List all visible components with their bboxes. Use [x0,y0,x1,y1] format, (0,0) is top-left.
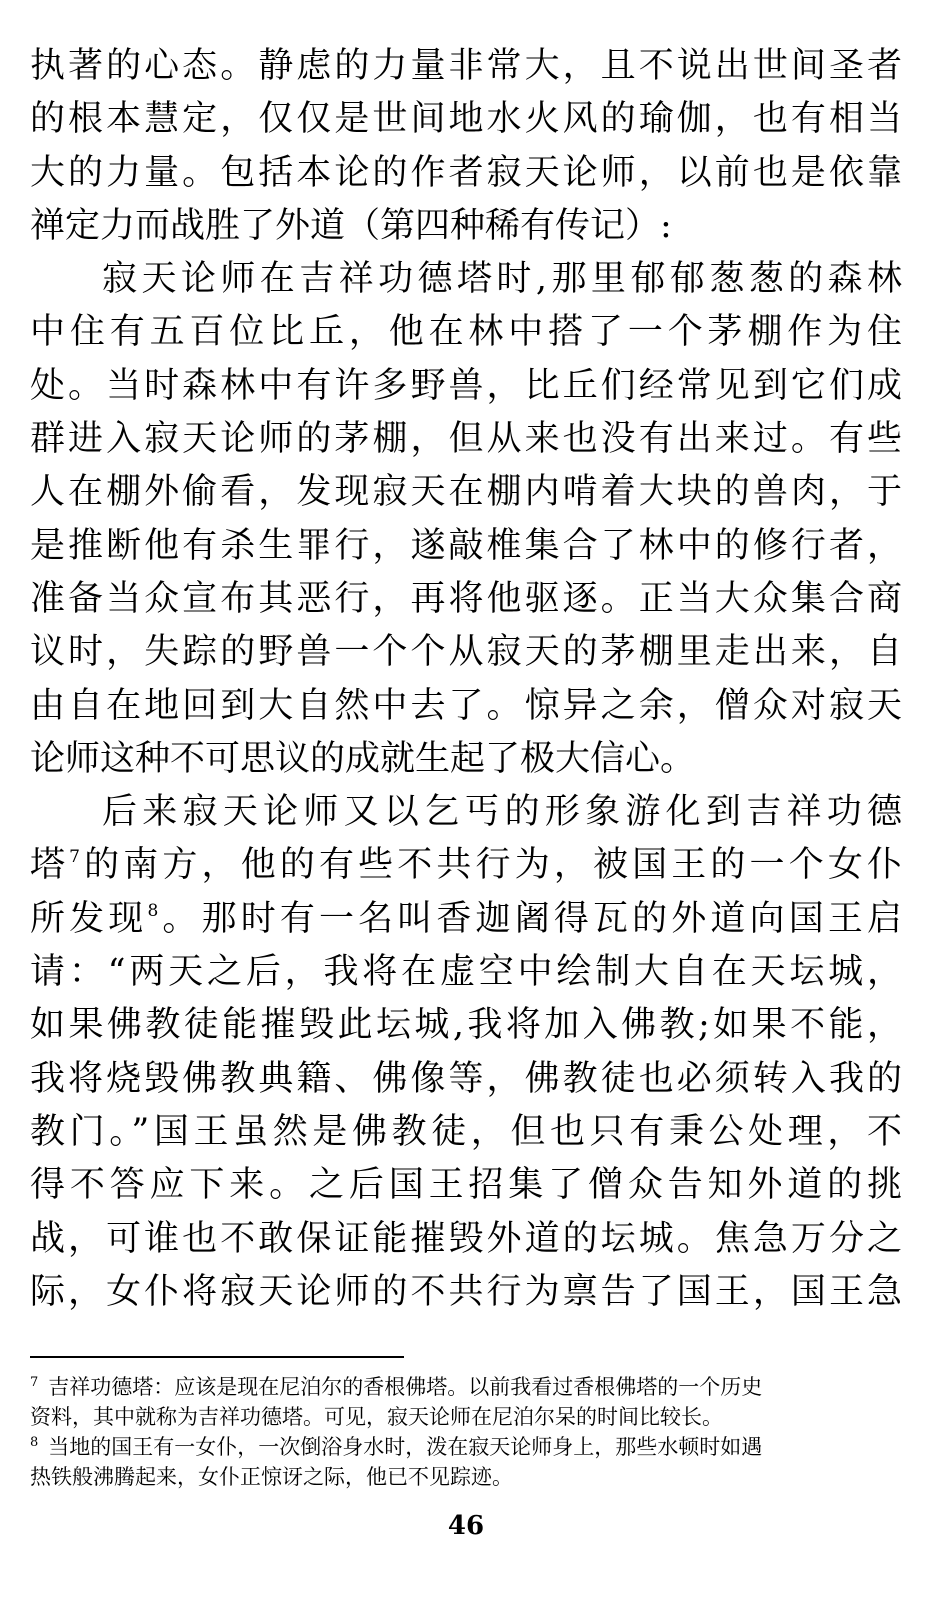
text-line: 战，可谁也不敢保证能摧毁外道的坛城。焦急万分之 [30,1218,902,1259]
text-line: 群进入寂天论师的茅棚，但从来也没有出来过。有些 [30,419,902,460]
text-line: 由自在地回到大自然中去了。惊异之余，僧众对寂天 [30,685,902,726]
footnote-8-continued: 热铁般沸腾起来，女仆正惊讶之际，他已不见踪迹。 [30,1465,513,1489]
text-line: 禅定力而战胜了外道（第四种稀有传记）: [30,205,672,246]
footnote-7-continued: 资料，其中就称为吉祥功德塔。可见，寂天论师在尼泊尔呆的时间比较长。 [30,1405,723,1429]
text-line [30,893,902,946]
footnote-divider [30,1356,404,1358]
footnote-number: 8 [30,1435,39,1450]
text-line: 是推断他有杀生罪行，遂敲椎集合了林中的修行者， [30,525,902,566]
text-line: 议时，失踪的野兽一个个从寂天的茅棚里走出来，自 [30,632,902,673]
footnote-text: 当地的国王有一女仆，一次倒浴身水时，泼在寂天论师身上，那些水顿时如遇 [48,1435,763,1459]
paragraph-start-line: 后来寂天论师又以乞丐的形象游化到吉祥功德 [102,792,902,833]
text-line: 处。当时森林中有许多野兽，比丘们经常见到它们成 [30,365,902,406]
text-segment: 的南方，他的有些不共行为，被国王的一个女仆 [79,845,902,886]
text-line: 教门。”国王虽然是佛教徒，但也只有秉公处理，不 [30,1111,902,1152]
text-line: 得不答应下来。之后国王招集了僧众告知外道的挑 [30,1165,902,1206]
page-number: 46 [447,1511,485,1541]
text-line: 中住有五百位比丘，他在林中搭了一个茅棚作为住 [30,312,902,353]
footnote-text: 吉祥功德塔：应该是现在尼泊尔的香根佛塔。以前我看过香根佛塔的一个历史 [48,1375,763,1399]
text-segment: 。那时有一名叫香迦阇得瓦的外道向国王启 [158,898,902,939]
footnote-ref-8[interactable]: 8 [147,900,159,921]
text-line: 如果佛教徒能摧毁此坛城,我将加入佛教;如果不能， [30,1005,902,1046]
text-line: 执著的心态。静虑的力量非常大，且不说出世间圣者 [30,46,902,86]
text-line: 大的力量。包括本论的作者寂天论师，以前也是依靠 [30,152,902,193]
body-text [30,40,902,1319]
text-line: 论师这种不可思议的成就生起了极大信心。 [30,738,696,779]
text-segment: 所发现 [30,898,148,939]
text-line: 我将烧毁佛教典籍、佛像等，佛教徒也必须转入我的 [30,1058,902,1099]
paragraph-start-line: 寂天论师在吉祥功德塔时,那里郁郁葱葱的森林 [102,259,902,300]
text-line: 请：“两天之后，我将在虚空中绘制大自在天坛城， [30,952,902,993]
footnote-8 [30,1432,902,1462]
text-line: 际，女仆将寂天论师的不共行为禀告了国王，国王急 [30,1271,902,1312]
text-line: 的根本慧定，仅仅是世间地水火风的瑜伽，也有相当 [30,99,902,140]
text-line: 人在棚外偷看，发现寂天在棚内啃着大块的兽肉，于 [30,472,902,513]
footnote-ref-7[interactable]: 7 [69,847,80,868]
footnote-7 [30,1372,902,1402]
text-line [30,839,902,892]
text-segment: 塔 [30,845,70,886]
footnote-number: 7 [30,1375,39,1390]
footnotes [30,1372,902,1492]
text-line: 准备当众宣布其恶行，再将他驱逐。正当大众集合商 [30,578,902,619]
